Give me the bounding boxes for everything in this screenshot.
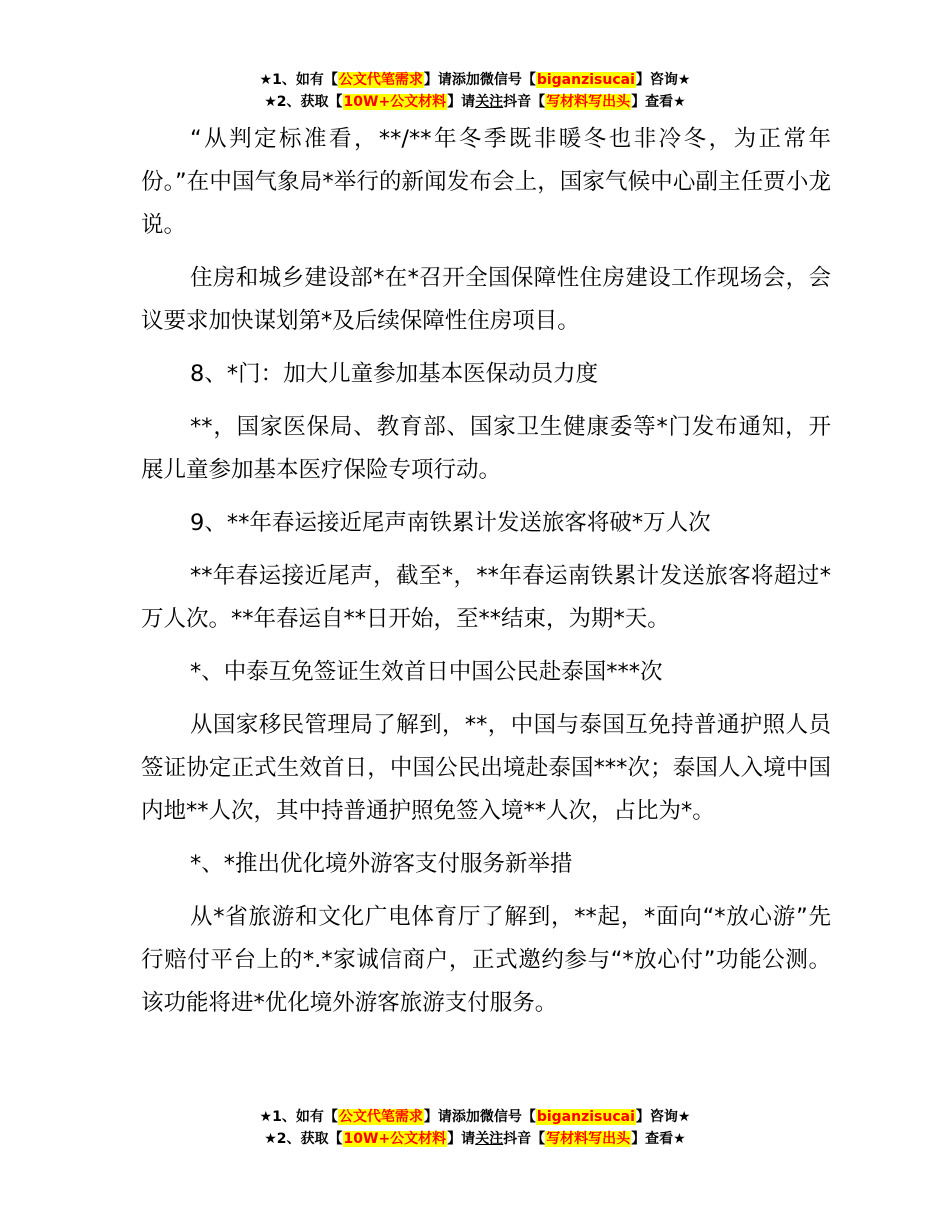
promo-line-1 [0,1106,950,1128]
promo-line-1-emphasis: 添加 [451,72,480,88]
paragraph-tourist-payment: 从*省旅游和文化广电体育厅了解到，**起，*面向“*放心游”先行赔付平台上的*.*家诚信商户，正式邀约参与“*放心付”功能公测。该功能将进*优化境外游客旅游支付服务。 [141,904,831,1016]
promo-highlight-materials: 10W+公文材料 [343,1131,447,1147]
promo-line-1-emphasis: 添加 [451,1109,480,1125]
promo-line-1-prefix: ★1、如有【 [259,1109,338,1125]
paragraph-housing-meeting: 住房和城乡建设部*在*召开全国保障性住房建设工作现场会，会议要求加快谋划第*及后续保障性住房项目。 [141,265,831,334]
promo-line-2-prefix: ★2、获取【 [264,1131,343,1147]
paragraph-visa-exemption: 从国家移民管理局了解到，**，中国与泰国互免持普通护照人员签证协定正式生效首日，中国公民出境赴泰国***次；泰国人入境中国内地**人次，其中持普通护照免签入境**人次，占比为*。 [141,712,831,824]
promo-highlight-wechat-id: biganzisucai [536,1109,635,1125]
footer-promo-banner [0,1106,950,1150]
heading-tourist-payment: *、*推出优化境外游客支付服务新举措 [190,851,573,877]
promo-line-2-mid2: 抖音【 [503,94,546,110]
promo-line-1-mid: 】请 [423,72,452,88]
promo-highlight-writing-service: 公文代笔需求 [338,72,423,88]
heading-spring-travel: 9、**年春运接近尾声南铁累计发送旅客将破*万人次 [190,510,711,536]
promo-line-2-prefix: ★2、获取【 [264,94,343,110]
promo-line-1-suffix: 】咨询★ [635,1109,691,1125]
promo-highlight-douyin-account: 写材料写出头 [546,1131,631,1147]
promo-line-2 [0,91,950,113]
promo-line-2-emphasis: 关注 [475,94,504,110]
promo-line-2-suffix: 】查看★ [631,94,686,110]
promo-highlight-materials: 10W+公文材料 [343,94,447,110]
promo-highlight-writing-service: 公文代笔需求 [338,1109,423,1125]
promo-line-2-mid: 】请 [447,94,476,110]
promo-line-1-suffix: 】咨询★ [635,72,691,88]
promo-highlight-wechat-id: biganzisucai [536,72,635,88]
paragraph-spring-travel: **年春运接近尾声，截至*，**年春运南铁累计发送旅客将超过*万人次。**年春运自**日开始，至**结束，为期*天。 [141,563,831,632]
promo-line-1-mid2: 微信号【 [479,72,536,88]
paragraph-weather-quote: “从判定标准看，**/**年冬季既非暖冬也非冷冬，为正常年份。”在中国气象局*举行的新闻发布会上，国家气候中心副主任贾小龙说。 [141,126,831,238]
document-body [141,118,831,1035]
promo-highlight-douyin-account: 写材料写出头 [546,94,631,110]
heading-child-insurance: 8、*门：加大儿童参加基本医保动员力度 [190,361,599,387]
promo-line-2-suffix: 】查看★ [631,1131,686,1147]
promo-line-1-mid2: 微信号【 [479,1109,536,1125]
header-promo-banner [0,69,950,113]
paragraph-child-insurance: **，国家医保局、教育部、国家卫生健康委等*门发布通知，开展儿童参加基本医疗保险专项行动。 [141,414,831,483]
promo-line-2-emphasis: 关注 [475,1131,504,1147]
heading-visa-exemption: *、中泰互免签证生效首日中国公民赴泰国***次 [190,659,663,685]
promo-line-1 [0,69,950,91]
promo-line-2-mid: 】请 [447,1131,476,1147]
promo-line-1-prefix: ★1、如有【 [259,72,338,88]
promo-line-1-mid: 】请 [423,1109,452,1125]
promo-line-2 [0,1128,950,1150]
promo-line-2-mid2: 抖音【 [503,1131,546,1147]
